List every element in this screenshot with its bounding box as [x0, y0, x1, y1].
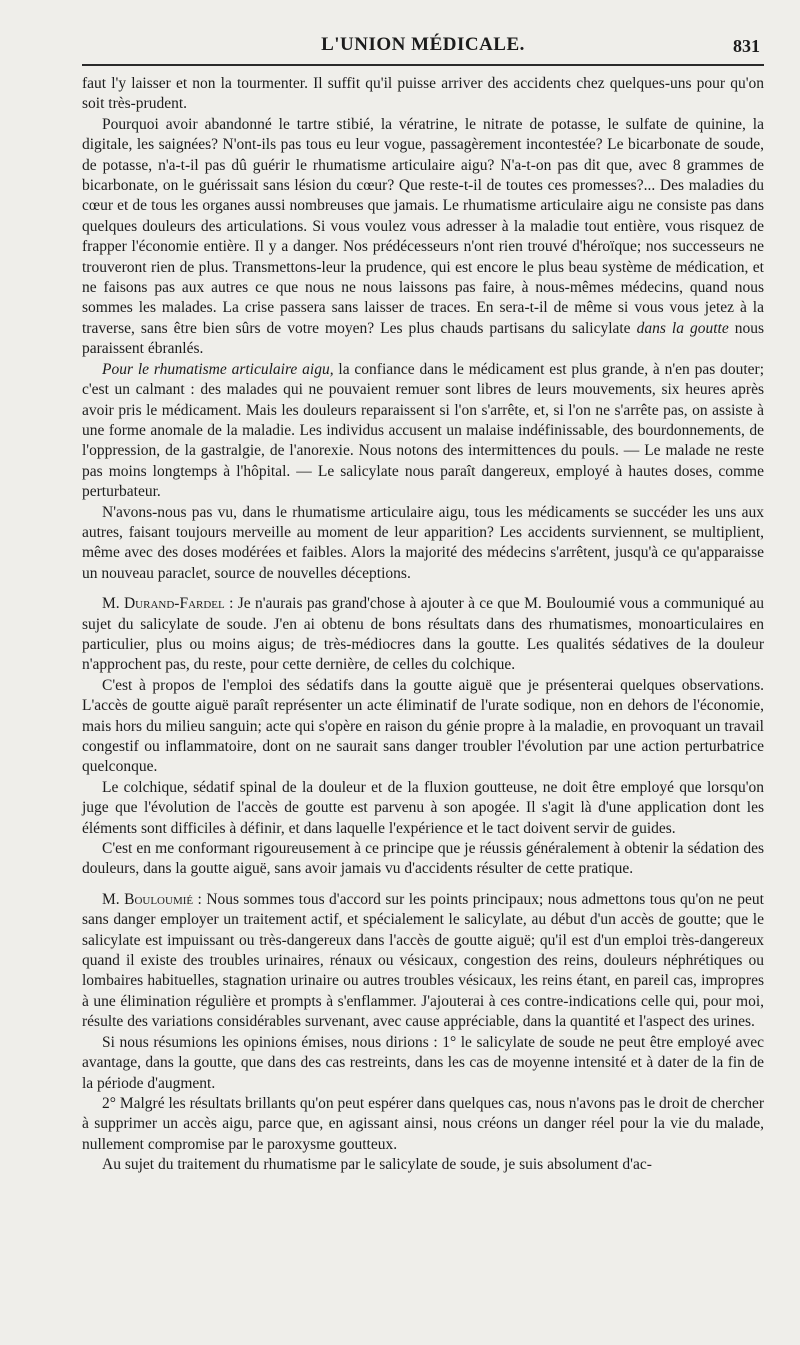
paragraph	[82, 778, 764, 839]
paragraph-text: Pourquoi avoir abandonné le tartre stibié, la vératrine, le nitrate de potasse, le sulfate de quinine, la digitale, les saignées? N'ont-ils pas tous eu leur vogue, passagèrement incontestée? Le bicarbonate de soude, de potasse, n'a-t-il pas dû guérir le rhumatisme articulaire aigu? N'a-t-on pas dit que, avec 8 grammes de bicarbonate, on le guérissait sans lésion du cœur? Que reste-t-il de toutes ces promesses?... Des maladies du cœur et de tous les organes aussi nombreuses que jamais. Le rhumatisme articulaire aigu ne consiste pas dans quelques douleurs des articulations. Si vous voulez vous adresser à la maladie tout entière, vous risquez de frapper l'économie entière. Il y a danger. Nos prédécesseurs n'ont rien trouvé d'héroïque; nos successeurs ne trouveront rien de plus. Transmettons-leur la prudence, qui est encore le plus beau système de médication, et ne faisons pas aux autres ce que nous ne nous laissons pas faire, à nous-mêmes médecins, quand nous sommes les malades. La crise passera sans laisser de traces. En sera-t-il de même si vous vous jetez à la traverse, sans être bien sûrs de votre moyen? Les plus chauds partisans du salicylate	[82, 115, 764, 337]
article-body	[82, 74, 764, 1176]
paragraph	[82, 503, 764, 585]
paragraph	[82, 1094, 764, 1155]
paragraph-text: la confiance dans le médicament est plus grande, à n'en pas douter; c'est un calmant : des malades qui ne pouvaient remuer sont libres de leurs mouvements, six heures après avoir pris le médicament. Mais les douleurs reparaissent si l'on s'arrête, et, si l'on ne s'arrête pas, on assiste à une forme anomale de la maladie. Les individus accusent un malaise indéfinissable, des bourdonnements, de l'oppression, de la gastralgie, de l'anorexie. Nous notons des intermittences du pouls. — Le malade ne reste pas moins longtemps à l'hôpital. — Le salicylate nous paraît dangereux, employé à hautes doses, comme perturbateur.	[82, 360, 764, 501]
italic-phrase: dans la goutte	[636, 319, 729, 337]
paragraph	[82, 115, 764, 360]
paragraph-text: Nous sommes tous d'accord sur les points principaux; nous admettons tous qu'on ne peut sans danger employer un traitement actif, et spécialement le salicylate, au début d'un accès de goutte; que le salicylate est impuissant ou très-dangereux dans l'accès de goutte aiguë; qu'il est d'un emploi très-dangereux quand il existe des troubles urinaires, rénaux ou vésicaux, congestion des reins, douleurs néphrétiques ou lombaires habituelles, stagnation urinaire ou autres troubles vésicaux, les reins étant, en pareil cas, impropres à une élimination régulière et prompts à s'enflammer. J'ajouterai à ces contre-indications celle qui, pour moi, résulte des variations considérables survenant, avec cause appréciable, dans la quantité et l'aspect des urines.	[82, 890, 764, 1031]
paragraph	[82, 74, 764, 115]
paragraph-text: Je n'aurais pas grand'chose à ajouter à ce que M. Bouloumié vous a communiqué au sujet du salicylate de soude. J'en ai obtenu de bons résultats dans des rhumatismes, monoarticulaires en particulier, plus ou moins aigus; de très-médiocres dans la goutte. Les qualités sédatives de la douleur n'approchent pas, du reste, pour cette dernière, de celles du colchique.	[82, 595, 764, 674]
page-number: 831	[733, 36, 760, 56]
paragraph-text-after: nous paraissent ébranlés.	[82, 319, 765, 358]
paragraph-text: 2° Malgré les résultats brillants qu'on peut espérer dans quelques cas, nous n'avons pas le droit de chercher à supprimer un accès aigu, parce que, en agissant ainsi, nous créons un danger réel pour la vie du malade, nullement compromise par le paroxysme goutteux.	[82, 1094, 764, 1153]
paragraph-text: Au sujet du traitement du rhumatisme par le salicylate de soude, je suis absolument d'ac-	[102, 1156, 652, 1174]
paragraph	[82, 594, 764, 676]
paragraph	[82, 676, 764, 778]
paragraph-text: Si nous résumions les opinions émises, nous dirions : 1° le salicylate de soude ne peut être employé avec avantage, dans la goutte, que dans des cas restreints, dans les cas de moyenne intensité et à dater de la fin de la période d'augment.	[82, 1033, 764, 1092]
paragraph-text: C'est à propos de l'emploi des sédatifs dans la goutte aiguë que je présenterai quelques observations. L'accès de goutte aiguë paraît représenter un acte éliminatif de l'urate sodique, non en dehors de l'économie, mais hors du milieu sanguin; acte qui s'opère en raison du génie propre à la maladie, en provoquant un travail congestif ou inflammatoire, dont on ne saurait sans danger troubler l'évolution par une action perturbatrice quelconque.	[82, 676, 764, 776]
paragraph	[82, 839, 764, 880]
italic-phrase: Pour le rhumatisme articulaire aigu,	[102, 360, 334, 378]
speaker-name: M. Durand-Fardel :	[102, 595, 234, 613]
paragraph	[82, 1155, 764, 1175]
paragraph	[82, 890, 764, 1033]
paragraph-text: Le colchique, sédatif spinal de la douleur et de la fluxion goutteuse, ne doit être employé que lorsqu'on juge que l'évolution de l'accès de goutte est parvenu à son apogée. Il s'agit là d'une application dont les éléments sont difficiles à définir, et dans laquelle l'expérience et le tact doivent servir de guides.	[82, 778, 764, 837]
paragraph-text: N'avons-nous pas vu, dans le rhumatisme articulaire aigu, tous les médicaments se succéder les uns aux autres, faisant toujours merveille au moment de leur apparition? Les accidents surviennent, se multiplient, même avec des doses modérées et faibles. Alors la majorité des médecins s'arrêtent, jusqu'à ce qu'apparaisse un nouveau paraclet, source de nouvelles déceptions.	[82, 503, 764, 582]
page-header	[82, 30, 764, 64]
paragraph	[82, 360, 764, 503]
paragraph	[82, 1033, 764, 1094]
speaker-name: M. Bouloumié :	[102, 890, 202, 908]
paragraph-text: C'est en me conformant rigoureusement à ce principe que je réussis généralement à obtenir la sédation des douleurs, dans la goutte aiguë, sans avoir jamais vu d'accidents résulter de cette pratique.	[82, 840, 764, 878]
paragraph-text: faut l'y laisser et non la tourmenter. Il suffit qu'il puisse arriver des accidents chez quelques-uns pour qu'on soit très-prudent.	[82, 75, 764, 113]
header-rule	[82, 64, 764, 66]
running-title: L'UNION MÉDICALE.	[321, 34, 525, 55]
